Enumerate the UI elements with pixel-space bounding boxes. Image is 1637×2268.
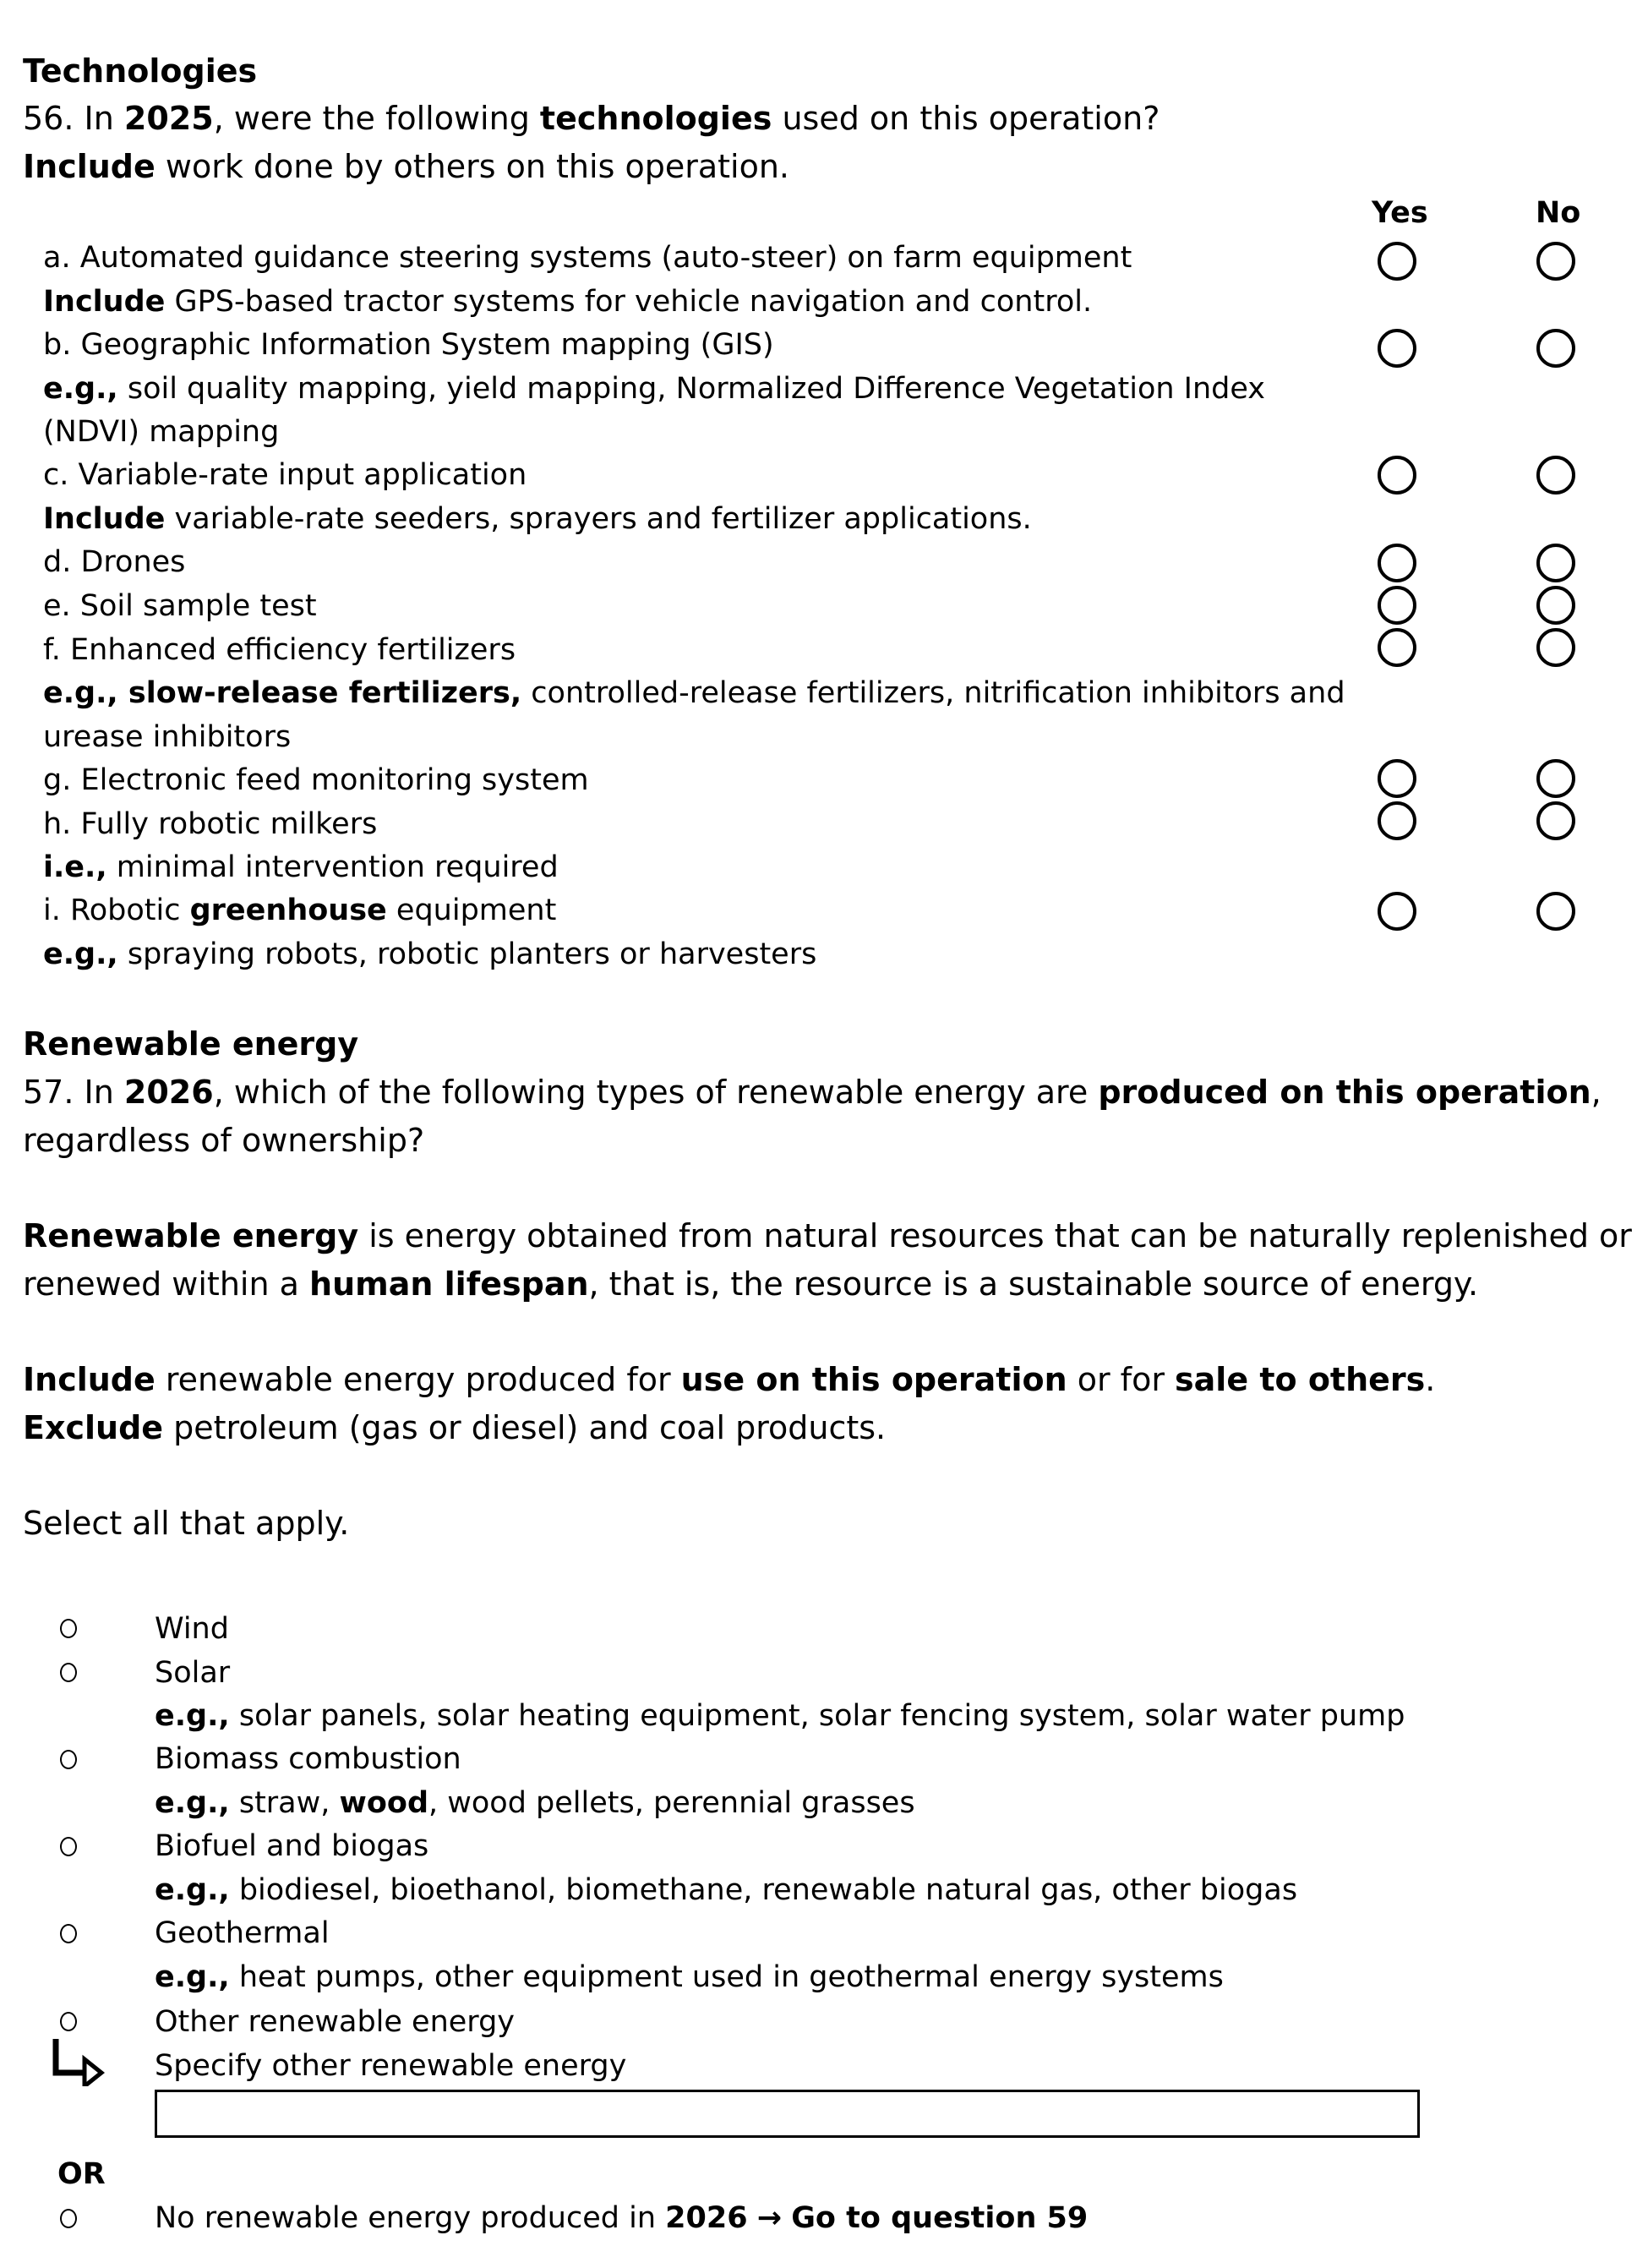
renewable-heading: Renewable energy (23, 1025, 359, 1063)
tech-i-yes-radio[interactable] (1378, 892, 1416, 931)
renewable-definition-line2: renewed within a human lifespan, that is, the resource is a sustainable source of energy. (23, 1265, 1479, 1303)
tech-item-e-label: e. Soil sample test (43, 589, 317, 623)
tech-c-yes-radio[interactable] (1378, 456, 1416, 495)
tech-item-f-label: f. Enhanced efficiency fertilizers (43, 633, 516, 667)
tech-f-no-radio[interactable] (1536, 628, 1575, 667)
technologies-heading: Technologies (23, 52, 258, 90)
question-57-text-line2: regardless of ownership? (23, 1122, 425, 1159)
tech-e-yes-radio[interactable] (1378, 586, 1416, 625)
tech-item-d-label: d. Drones (43, 545, 186, 579)
option-solar-note: e.g., solar panels, solar heating equipment, solar fencing system, solar water pump (155, 1699, 1405, 1733)
tech-item-b-note-line2: (NDVI) mapping (43, 415, 280, 449)
tech-item-c-label: c. Variable-rate input application (43, 458, 527, 492)
tech-item-i-label: i. Robotic greenhouse equipment (43, 894, 557, 927)
tech-g-no-radio[interactable] (1536, 759, 1575, 798)
turn-right-arrow-icon (51, 2036, 110, 2086)
or-label: OR (57, 2157, 106, 2191)
tech-item-i-note: e.g., spraying robots, robotic planters or harvesters (43, 937, 817, 971)
tech-d-yes-radio[interactable] (1378, 544, 1416, 582)
no-renewable-label: No renewable energy produced in 2026 → Go to question 59 (155, 2201, 1089, 2235)
renewable-exclude-note: Exclude petroleum (gas or diesel) and coal products. (23, 1409, 887, 1446)
tech-i-no-radio[interactable] (1536, 892, 1575, 931)
tech-h-no-radio[interactable] (1536, 801, 1575, 840)
tech-d-no-radio[interactable] (1536, 544, 1575, 582)
tech-item-h-note: i.e., minimal intervention required (43, 850, 559, 884)
option-wind-radio[interactable] (60, 1619, 77, 1638)
option-geothermal-label: Geothermal (155, 1916, 330, 1950)
option-wind-label: Wind (155, 1612, 229, 1646)
specify-other-label: Specify other renewable energy (155, 2049, 627, 2083)
tech-b-yes-radio[interactable] (1378, 329, 1416, 368)
option-geothermal-note: e.g., heat pumps, other equipment used in geothermal energy systems (155, 1960, 1224, 1994)
tech-item-a-label: a. Automated guidance steering systems (auto-steer) on farm equipment (43, 241, 1132, 275)
option-other-radio[interactable] (60, 2012, 77, 2031)
tech-e-no-radio[interactable] (1536, 586, 1575, 625)
option-biofuel-note: e.g., biodiesel, bioethanol, biomethane, renewable natural gas, other biogas (155, 1873, 1298, 1907)
tech-b-no-radio[interactable] (1536, 329, 1575, 368)
tech-f-yes-radio[interactable] (1378, 628, 1416, 667)
question-56-include: Include work done by others on this operation. (23, 148, 789, 185)
option-geothermal-radio[interactable] (60, 1924, 77, 1943)
option-none-radio[interactable] (60, 2209, 77, 2228)
tech-item-f-note-line2: urease inhibitors (43, 720, 292, 754)
tech-a-yes-radio[interactable] (1378, 242, 1416, 281)
question-57-text: 57. In 2026, which of the following types of renewable energy are produced on this operation, (23, 1074, 1602, 1111)
option-biomass-label: Biomass combustion (155, 1742, 461, 1776)
renewable-include-note: Include renewable energy produced for use on this operation or for sale to others. (23, 1361, 1436, 1398)
tech-item-g-label: g. Electronic feed monitoring system (43, 763, 589, 797)
tech-item-a-note: Include GPS-based tractor systems for vehicle navigation and control. (43, 285, 1093, 319)
option-biofuel-radio[interactable] (60, 1837, 77, 1856)
column-no-header: No (1536, 196, 1581, 230)
tech-item-b-note: e.g., soil quality mapping, yield mapping, Normalized Difference Vegetation Index (43, 372, 1266, 406)
tech-item-h-label: h. Fully robotic milkers (43, 807, 378, 841)
select-all-instruction: Select all that apply. (23, 1505, 350, 1542)
arrow-right-icon: → (756, 2201, 783, 2235)
option-solar-radio[interactable] (60, 1663, 77, 1682)
tech-h-yes-radio[interactable] (1378, 801, 1416, 840)
option-biomass-note: e.g., straw, wood, wood pellets, perennial grasses (155, 1786, 915, 1820)
option-solar-label: Solar (155, 1656, 231, 1690)
renewable-definition: Renewable energy is energy obtained from natural resources that can be naturally replenished or (23, 1217, 1632, 1254)
tech-item-b-label: b. Geographic Information System mapping (GIS) (43, 328, 774, 362)
column-yes-header: Yes (1372, 196, 1428, 230)
specify-other-input[interactable] (155, 2090, 1420, 2138)
tech-c-no-radio[interactable] (1536, 456, 1575, 495)
tech-g-yes-radio[interactable] (1378, 759, 1416, 798)
tech-item-c-note: Include variable-rate seeders, sprayers and fertilizer applications. (43, 502, 1032, 536)
option-other-label: Other renewable energy (155, 2005, 515, 2039)
option-biofuel-label: Biofuel and biogas (155, 1829, 429, 1863)
question-56-text: 56. In 2025, were the following technologies used on this operation? (23, 100, 1160, 137)
option-biomass-radio[interactable] (60, 1750, 77, 1769)
tech-item-f-note: e.g., slow-release fertilizers, controlled-release fertilizers, nitrification inhibitors and (43, 676, 1345, 710)
tech-a-no-radio[interactable] (1536, 242, 1575, 281)
